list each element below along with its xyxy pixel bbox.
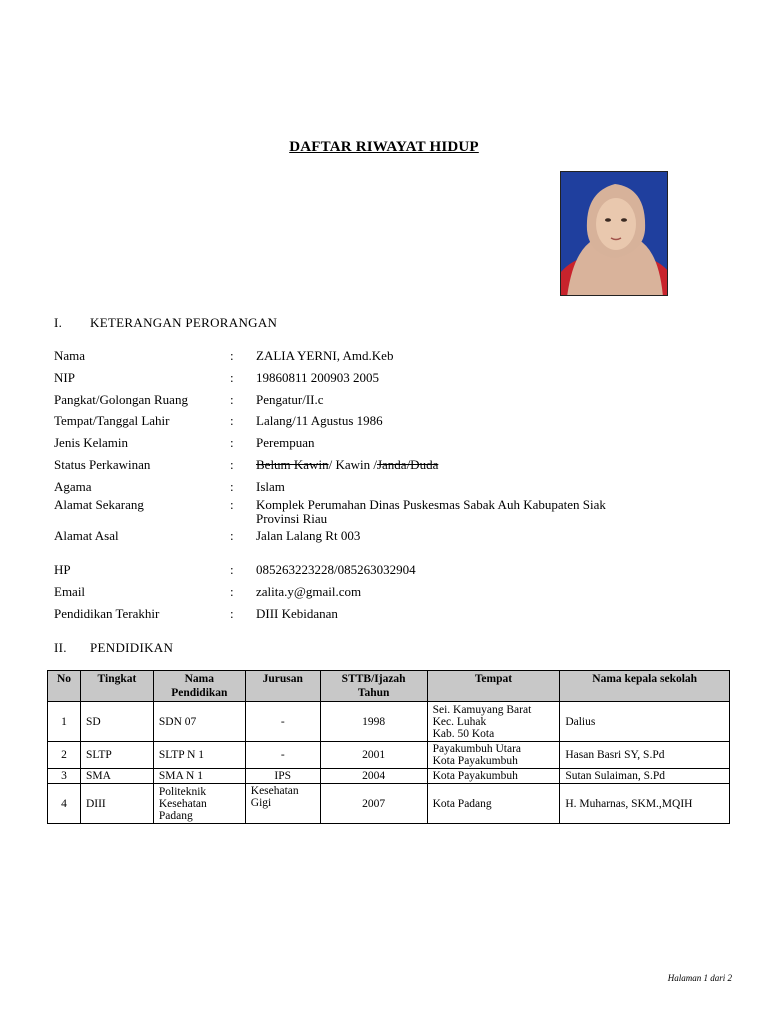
cell-nama: SMA N 1 — [153, 769, 245, 784]
cell-nama: SLTP N 1 — [153, 742, 245, 769]
section-heading: KETERANGAN PERORANGAN — [90, 315, 278, 330]
cell-jurusan: Kesehatan Gigi — [245, 784, 320, 824]
column-header: Tingkat — [80, 671, 153, 702]
cell-kepala: Hasan Basri SY, S.Pd — [560, 742, 730, 769]
section-heading: PENDIDIKAN — [90, 640, 174, 655]
address-line: Komplek Perumahan Dinas Puskesmas Sabak Auh Kabupaten Siak — [256, 497, 606, 512]
field-value: Jalan Lalang Rt 003 — [256, 528, 361, 543]
field-label: Jenis Kelamin — [54, 435, 129, 450]
tempat-line: Kota Payakumbuh — [432, 755, 518, 767]
portrait-image — [561, 172, 668, 296]
cell-kepala: Dalius — [560, 702, 730, 742]
field-separator: : — [230, 497, 234, 512]
cell-kepala: Sutan Sulaiman, S.Pd — [560, 769, 730, 784]
cell-no: 2 — [48, 742, 81, 769]
cell-tingkat: SMA — [80, 769, 153, 784]
cell-jurusan: IPS — [245, 769, 320, 784]
section-number: I. — [54, 315, 63, 330]
struck-option: Belum Kawin — [256, 457, 329, 472]
column-header: No — [48, 671, 81, 702]
cell-tahun: 2001 — [320, 742, 427, 769]
table-row — [48, 769, 730, 784]
field-value: 19860811 200903 2005 — [256, 370, 380, 385]
table-row — [48, 742, 730, 769]
tempat-line: Sei. Kamuyang Barat — [432, 703, 532, 716]
column-header: STTB/Ijazah Tahun — [320, 671, 427, 702]
field-separator: : — [230, 348, 234, 363]
column-header: Tempat — [427, 671, 560, 702]
field-separator: : — [230, 528, 234, 543]
cell-no: 3 — [48, 769, 81, 784]
cell-tahun: 2007 — [320, 784, 427, 824]
field-value: Islam — [256, 479, 285, 494]
education-table — [47, 670, 730, 824]
cell-kepala: H. Muharnas, SKM.,MQIH — [560, 784, 730, 824]
field-separator: : — [230, 413, 234, 428]
struck-option: Janda/Duda — [376, 457, 439, 472]
field-separator: : — [230, 479, 234, 494]
field-value: ZALIA YERNI, Amd.Keb — [256, 348, 394, 363]
column-header: Nama kepala sekolah — [560, 671, 730, 702]
cell-tingkat: DIII — [80, 784, 153, 824]
cell-tempat: Kota Padang — [427, 784, 560, 824]
column-header: Jurusan — [245, 671, 320, 702]
cell-tingkat: SLTP — [80, 742, 153, 769]
cell-jurusan: - — [245, 742, 320, 769]
field-label: Pendidikan Terakhir — [54, 606, 160, 621]
field-label: HP — [54, 562, 71, 577]
field-value: zalita.y@gmail.com — [256, 584, 362, 599]
field-separator: : — [230, 392, 234, 407]
table-row — [48, 784, 730, 824]
section-personal-info — [54, 315, 277, 331]
section-number: II. — [54, 640, 67, 655]
field-value — [256, 458, 676, 472]
field-separator: : — [230, 370, 234, 385]
field-separator: : — [230, 562, 234, 577]
field-label: Agama — [54, 479, 92, 494]
tempat-line: Kec. Luhak — [432, 715, 487, 728]
field-label: Tempat/Tanggal Lahir — [54, 413, 170, 428]
cell-tempat — [427, 742, 560, 769]
address-line: Provinsi Riau — [256, 511, 328, 526]
tempat-line: Payakumbuh Utara — [432, 743, 522, 755]
field-separator: : — [230, 457, 234, 472]
cell-tingkat: SD — [80, 702, 153, 742]
column-header: Nama Pendidikan — [153, 671, 245, 702]
cell-nama: SDN 07 — [153, 702, 245, 742]
cell-jurusan: - — [245, 702, 320, 742]
section-education — [54, 640, 173, 656]
cell-no: 1 — [48, 702, 81, 742]
table-row — [48, 702, 730, 742]
cell-tahun: 2004 — [320, 769, 427, 784]
field-value: Perempuan — [256, 435, 315, 450]
field-value: DIII Kebidanan — [256, 606, 338, 621]
cell-tempat: Kota Payakumbuh — [427, 769, 560, 784]
field-separator: : — [230, 435, 234, 450]
page-title: DAFTAR RIWAYAT HIDUP — [289, 139, 479, 155]
cell-no: 4 — [48, 784, 81, 824]
field-label: Alamat Asal — [54, 528, 119, 543]
cell-nama: Politeknik Kesehatan Padang — [153, 784, 245, 824]
selected-option: / Kawin / — [328, 457, 377, 472]
page-footer: Halaman 1 dari 2 — [667, 973, 732, 983]
field-label: Pangkat/Golongan Ruang — [54, 392, 188, 407]
field-separator: : — [230, 584, 234, 599]
field-separator: : — [230, 606, 234, 621]
field-label: Alamat Sekarang — [54, 497, 144, 512]
cell-tempat — [427, 702, 560, 742]
profile-photo — [560, 171, 668, 296]
field-value: Lalang/11 Agustus 1986 — [256, 413, 383, 428]
table-header-row — [48, 671, 730, 702]
field-label: Nama — [54, 348, 86, 363]
field-label: Email — [54, 584, 86, 599]
field-label: NIP — [54, 370, 75, 385]
field-label: Status Perkawinan — [54, 457, 151, 472]
field-value — [256, 498, 676, 526]
cell-tahun: 1998 — [320, 702, 427, 742]
field-value: 085263223228/085263032904 — [256, 562, 416, 577]
tempat-line: Kab. 50 Kota — [432, 727, 495, 740]
field-value: Pengatur/II.c — [256, 392, 324, 407]
